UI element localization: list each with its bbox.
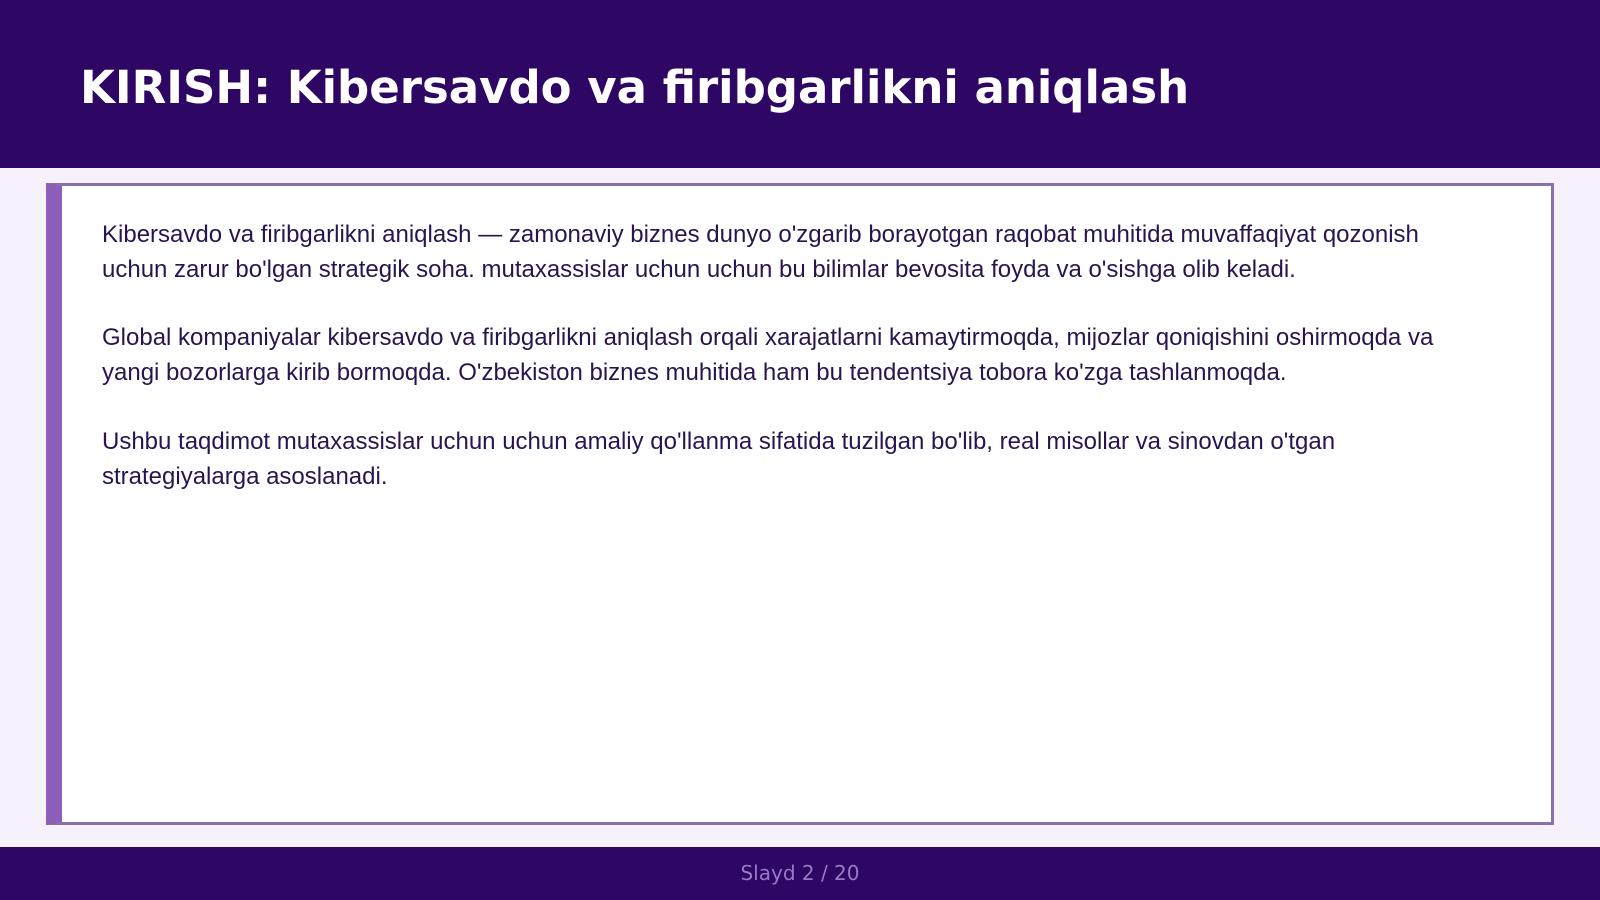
paragraph-intro: Kibersavdo va firibgarlikni aniqlash — zamonaviy biznes dunyo o'zgarib borayotgan raqobat muhitida muvaffaqiyat qozonish uchun zarur bo'lgan strategik soha. mutaxassislar uchun uchun bu bilimlar bevosita foyda va o'sishga olib keladi. [102,221,1419,283]
content-box [46,183,1554,825]
paragraph-purpose: Ushbu taqdimot mutaxassislar uchun uchun amaliy qo'llanma sifatida tuzilgan bo'lib, real misollar va sinovdan o'tgan strategiyalarga asoslanadi. [102,427,1336,490]
slide-page-number: Slayd 2 / 20 [740,861,860,885]
slide-footer [0,847,1600,900]
slide-header [0,0,1600,168]
paragraph-global: Global kompaniyalar kibersavdo va firibgarlikni aniqlash orqali xarajatlarni kamaytirmoqda, mijozlar qoniqishini oshirmoqda va yangi bozorlarga kirib bormoqda. O'zbekiston biznes muhitida ham bu tendentsiya tobora ko'zga tashlanmoqda. [102,324,1434,387]
slide-title: KIRISH: Kibersavdo va firibgarlikni aniqlash [80,61,1190,114]
